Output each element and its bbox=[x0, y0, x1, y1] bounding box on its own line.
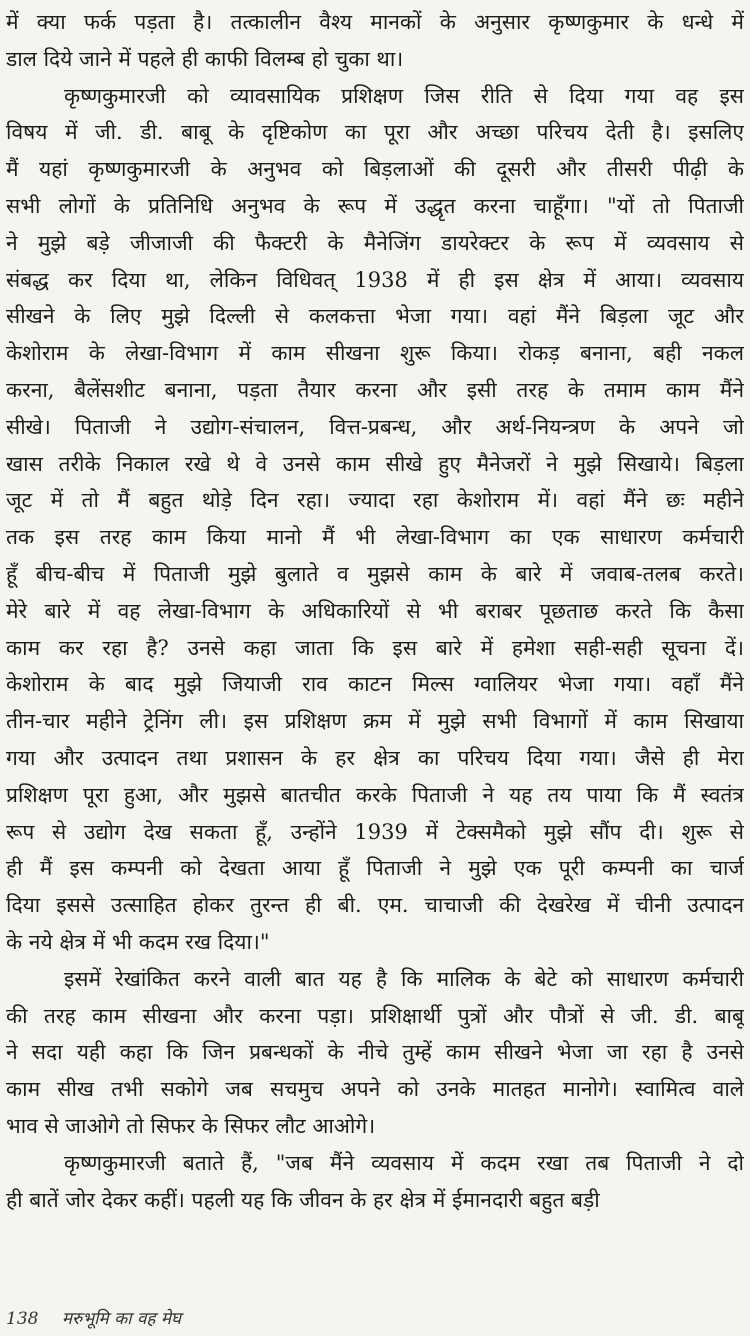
text-line: गया और उत्पादन तथा प्रशासन के हर क्षेत्र का परिचय दिया गया। जैसे ही मेरा bbox=[6, 745, 744, 770]
text-line: सभी लोगों के प्रतिनिधि अनुभव के रूप में उद्धृत करना चाहूँगा। "यों तो पिताजी bbox=[6, 193, 744, 218]
text-line: सीखने के लिए मुझे दिल्ली से कलकत्ता भेजा गया। वहां मैंने बिड़ला जूट और bbox=[6, 304, 744, 329]
text-line: भाव से जाओगे तो सिफर के सिफर लौट आओगे। bbox=[6, 1113, 376, 1138]
text-line: में क्या फर्क पड़ता है। तत्कालीन वैश्य मानकों के अनुसार कृष्णकुमार के धन्धे में bbox=[6, 10, 744, 34]
body-text bbox=[6, 4, 744, 1218]
text-line: केशोराम के लेखा-विभाग में काम सीखना शुरू किया। रोकड़ बनाना, बही नकल bbox=[6, 341, 744, 366]
text-line: केशोराम के बाद मुझे जियाजी राव काटन मिल्स ग्वालियर भेजा गया। वहाँ मैंने bbox=[6, 672, 744, 697]
text-line: इसमें रेखांकित करने वाली बात यह है कि मालिक के बेटे को साधारण कर्मचारी bbox=[64, 966, 744, 991]
text-line: रूप से उद्योग देख सकता हूँ, उन्होंने 1939 में टेक्समैको मुझे सौंप दी। शुरू से bbox=[6, 819, 744, 844]
page-number: 138 bbox=[6, 1309, 39, 1329]
page-footer bbox=[6, 1306, 181, 1332]
text-line: मैं यहां कृष्णकुमारजी के अनुभव को बिड़लाओं की दूसरी और तीसरी पीढ़ी के bbox=[6, 157, 744, 182]
text-line: ने सदा यही कहा कि जिन प्रबन्धकों के नीचे तुम्हें काम सीखने भेजा जा रहा है उनसे bbox=[6, 1040, 744, 1065]
text-line: की तरह काम सीखना और करना पड़ा। प्रशिक्षार्थी पुत्रों और पौत्रों से जी. डी. बाबू bbox=[6, 1003, 744, 1028]
text-line: तीन-चार महीने ट्रेनिंग ली। इस प्रशिक्षण क्रम में मुझे सभी विभागों में काम सिखाया bbox=[6, 709, 744, 734]
paragraph bbox=[6, 78, 744, 961]
text-line: प्रशिक्षण पूरा हुआ, और मुझसे बातचीत करके पिताजी ने यह तय पाया कि मैं स्वतंत्र bbox=[6, 782, 744, 807]
paragraph bbox=[6, 1145, 744, 1219]
text-line: सीखे। पिताजी ने उद्योग-संचालन, वित्त-प्रबन्ध, और अर्थ-नियन्त्रण के अपने जो bbox=[6, 414, 744, 439]
text-line: दिया इससे उत्साहित होकर तुरन्त ही बी. एम. चाचाजी की देखरेख में चीनी उत्पादन bbox=[6, 893, 744, 918]
text-line: विषय में जी. डी. बाबू के दृष्टिकोण का पूरा और अच्छा परिचय देती है। इसलिए bbox=[6, 120, 744, 145]
text-line: कृष्णकुमारजी को व्यावसायिक प्रशिक्षण जिस रीति से दिया गया वह इस bbox=[64, 83, 744, 108]
text-line: काम सीख तभी सकोगे जब सचमुच अपने को उनके मातहत मानोगे। स्वामित्व वाले bbox=[6, 1077, 744, 1102]
text-line: खास तरीके निकाल रखे थे वे उनसे काम सीखे हुए मैनेजरों ने मुझे सिखाये। बिड़ला bbox=[6, 451, 744, 476]
text-line: ही बातें जोर देकर कहीं। पहली यह कि जीवन के हर क्षेत्र में ईमानदारी बहुत बड़ी bbox=[6, 1187, 600, 1212]
text-line: संबद्ध कर दिया था, लेकिन विधिवत् 1938 में ही इस क्षेत्र में आया। व्यवसाय bbox=[6, 267, 744, 292]
text-line: हूँ बीच-बीच में पिताजी मुझे बुलाते व मुझसे काम के बारे में जवाब-तलब करते। bbox=[6, 561, 744, 586]
text-line: तक इस तरह काम किया मानो मैं भी लेखा-विभाग का एक साधारण कर्मचारी bbox=[6, 525, 744, 550]
text-line: ने मुझे बड़े जीजाजी की फैक्टरी के मैनेजिंग डायरेक्टर के रूप में व्यवसाय से bbox=[6, 230, 744, 255]
text-line: करना, बैलेंसशीट बनाना, पड़ता तैयार करना और इसी तरह के तमाम काम मैंने bbox=[6, 377, 744, 402]
text-line: जूट में तो मैं बहुत थोड़े दिन रहा। ज्यादा रहा केशोराम में। वहां मैंने छः महीने bbox=[6, 488, 744, 513]
text-line: डाल दिये जाने में पहले ही काफी विलम्ब हो चुका था। bbox=[6, 46, 404, 71]
paragraph bbox=[6, 4, 744, 78]
book-title: मरुभूमि का वह मेघ bbox=[61, 1309, 182, 1329]
text-line: के नये क्षेत्र में भी कदम रख दिया।" bbox=[6, 929, 270, 954]
paragraph bbox=[6, 961, 744, 1145]
text-line: कृष्णकुमारजी बताते हैं, "जब मैंने व्यवसाय में कदम रखा तब पिताजी ने दो bbox=[64, 1150, 744, 1175]
text-line: मेरे बारे में वह लेखा-विभाग के अधिकारियों से भी बराबर पूछताछ करते कि कैसा bbox=[6, 598, 744, 623]
text-line: काम कर रहा है? उनसे कहा जाता कि इस बारे में हमेशा सही-सही सूचना दें। bbox=[6, 635, 744, 660]
text-line: ही मैं इस कम्पनी को देखता आया हूँ पिताजी ने मुझे एक पूरी कम्पनी का चार्ज bbox=[6, 856, 744, 881]
